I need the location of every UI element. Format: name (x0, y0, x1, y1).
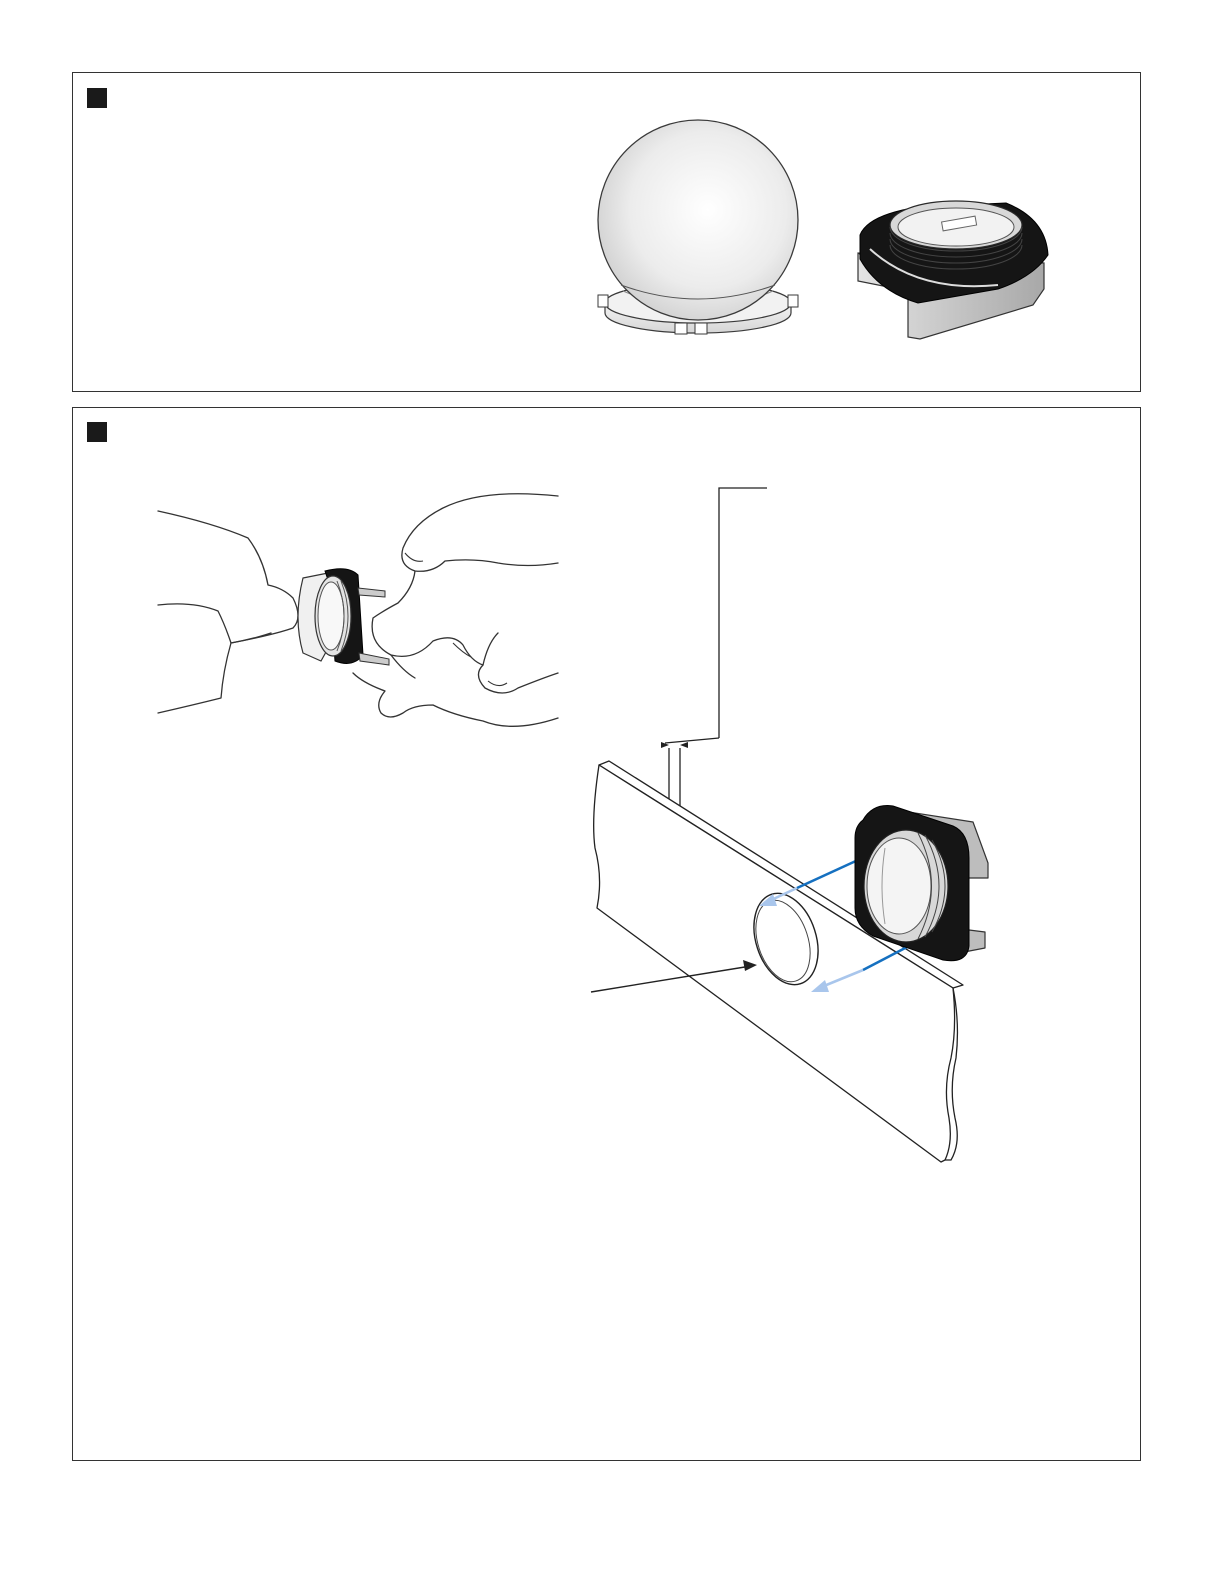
dimension-line (665, 738, 719, 743)
glass-globe-icon (583, 133, 813, 363)
step-marker (87, 88, 107, 108)
wall-panel-insertion-icon (73, 408, 1142, 1462)
insertion-arrow-upper-dark (797, 860, 858, 888)
parts-panel (72, 72, 1141, 392)
wall-mount-adapter-icon (848, 193, 1058, 348)
dimension-leader-line (719, 488, 767, 738)
installation-panel (72, 407, 1141, 1461)
